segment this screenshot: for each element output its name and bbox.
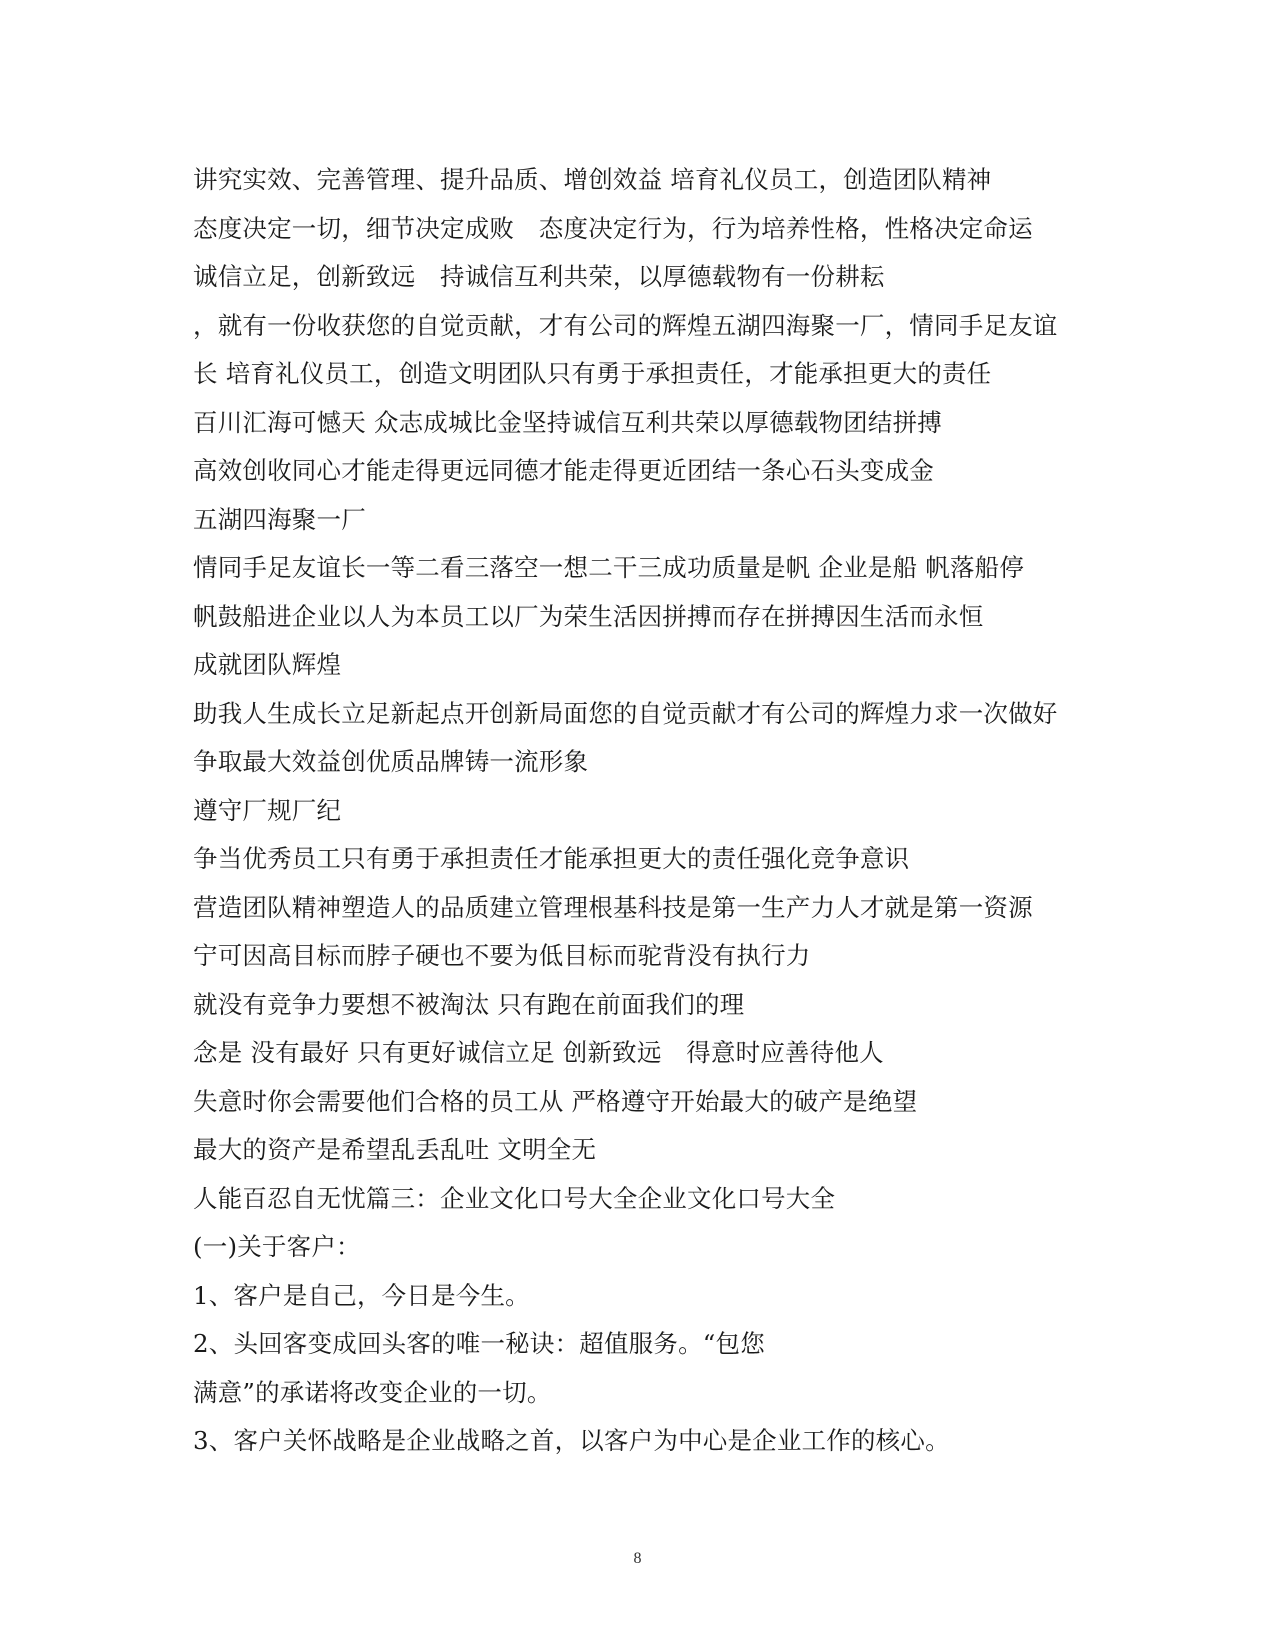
text-line: 讲究实效、完善管理、提升品质、增创效益 培育礼仪员工，创造团队精神 (193, 165, 992, 194)
text-line: 成就团队辉煌 (193, 650, 342, 679)
list-item: 3、客户关怀战略是企业战略之首，以客户为中心是企业工作的核心。 (193, 1426, 950, 1455)
subsection-heading: (一)关于客户： (193, 1232, 361, 1261)
body-text (193, 156, 1093, 1466)
list-item-continuation: 满意”的承诺将改变企业的一切。 (193, 1377, 552, 1407)
text-line: 争取最大效益创优质品牌铸一流形象 (193, 747, 589, 776)
text-line: ，就有一份收获您的自觉贡献，才有公司的辉煌五湖四海聚一厂，情同手足友谊 (193, 310, 1058, 340)
text-line: 情同手足友谊长一等二看三落空一想二干三成功质量是帆 企业是船 帆落船停 (193, 553, 1025, 582)
text-line: 就没有竞争力要想不被淘汰 只有跑在前面我们的理 (193, 989, 745, 1019)
text-line: 高效创收同心才能走得更远同德才能走得更近团结一条心石头变成金 (193, 456, 934, 485)
text-line: 百川汇海可憾天 众志成城比金坚持诚信互利共荣以厚德载物团结拼搏 (193, 407, 942, 437)
text-line: 失意时你会需要他们合格的员工从 严格遵守开始最大的破产是绝望 (193, 1086, 918, 1116)
text-line: 遵守厂规厂纪 (193, 795, 342, 825)
text-line: 长 培育礼仪员工，创造文明团队只有勇于承担责任，才能承担更大的责任 (193, 359, 992, 388)
text-line: 态度决定一切，细节决定成败 态度决定行为，行为培养性格，性格决定命运 (193, 213, 1033, 243)
list-item: 1、客户是自己，今日是今生。 (193, 1280, 530, 1310)
text-line: 宁可因高目标而脖子硬也不要为低目标而驼背没有执行力 (193, 941, 811, 970)
section-heading: 人能百忍自无忧篇三：企业文化口号大全企业文化口号大全 (193, 1183, 836, 1213)
text-line: 营造团队精神塑造人的品质建立管理根基科技是第一生产力人才就是第一资源 (193, 892, 1033, 922)
page-number: 8 (633, 1550, 642, 1567)
text-line: 争当优秀员工只有勇于承担责任才能承担更大的责任强化竞争意识 (193, 844, 910, 873)
text-line: 帆鼓船进企业以人为本员工以厂为荣生活因拼搏而存在拼搏因生活而永恒 (193, 601, 984, 631)
list-item: 2、头回客变成回头客的唯一秘诀：超值服务。“包您 (193, 1329, 765, 1358)
text-line: 五湖四海聚一厂 (193, 504, 366, 534)
text-line: 诚信立足，创新致远 持诚信互利共荣，以厚德载物有一份耕耘 (193, 262, 885, 291)
text-line: 助我人生成长立足新起点开创新局面您的自觉贡献才有公司的辉煌力求一次做好 (193, 698, 1058, 728)
text-line: 最大的资产是希望乱丢乱吐 文明全无 (193, 1135, 597, 1164)
text-line: 念是 没有最好 只有更好诚信立足 创新致远 得意时应善待他人 (193, 1038, 884, 1067)
